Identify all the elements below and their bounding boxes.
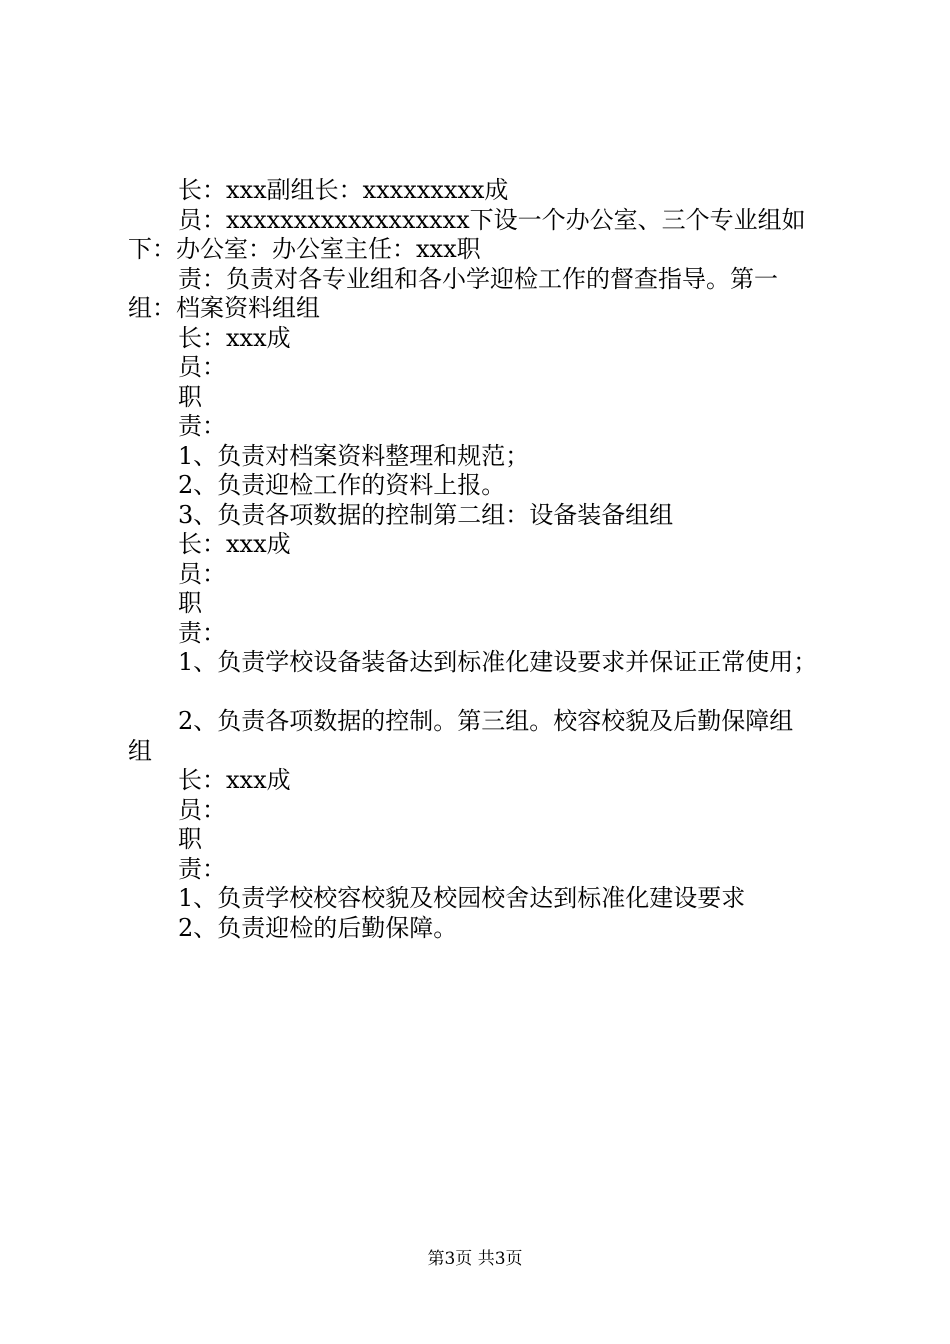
text-line: 职	[178, 382, 202, 411]
text-line: 责：负责对各专业组和各小学迎检工作的督查指导。第一	[178, 264, 778, 293]
text-line: 员：	[178, 559, 226, 588]
text-line: 职	[178, 589, 202, 617]
text-line: 3、负责各项数据的控制第二组：设备装备组组	[178, 500, 674, 529]
text-line: 员：xxxxxxxxxxxxxxxxxx下设一个办公室、三个专业组如	[178, 205, 806, 234]
text-line: 1、负责对档案资料整理和规范；	[178, 441, 530, 470]
text-line: 2、负责迎检工作的资料上报。	[178, 471, 506, 499]
document-body	[128, 176, 843, 943]
text-line: 责：	[178, 854, 226, 883]
text-line: 员：	[178, 795, 226, 824]
text-line: 2、负责迎检的后勤保障。	[178, 913, 458, 942]
text-line: 组：档案资料组组	[128, 294, 320, 322]
text-line: 1、负责学校设备装备达到标准化建设要求并保证正常使用；	[178, 648, 818, 676]
text-line: 下：办公室：办公室主任：xxx职	[128, 235, 481, 263]
page-footer: 第3页 共3页	[427, 1249, 523, 1269]
text-line: 1、负责学校校容校貌及校园校舍达到标准化建设要求	[178, 884, 746, 912]
text-line: 组	[128, 736, 152, 765]
text-line: 长：xxx成	[178, 323, 291, 352]
text-line: 责：	[178, 618, 226, 647]
text-line: 长：xxx成	[178, 766, 291, 794]
text-line: 2、负责各项数据的控制。第三组。校容校貌及后勤保障组	[178, 707, 794, 735]
text-line: 长：xxx副组长：xxxxxxxxx成	[178, 176, 509, 204]
text-line: 职	[178, 825, 202, 853]
text-line: 长：xxx成	[178, 530, 291, 558]
text-line: 员：	[178, 353, 226, 381]
text-line: 责：	[178, 412, 226, 440]
blank-line	[128, 678, 843, 708]
